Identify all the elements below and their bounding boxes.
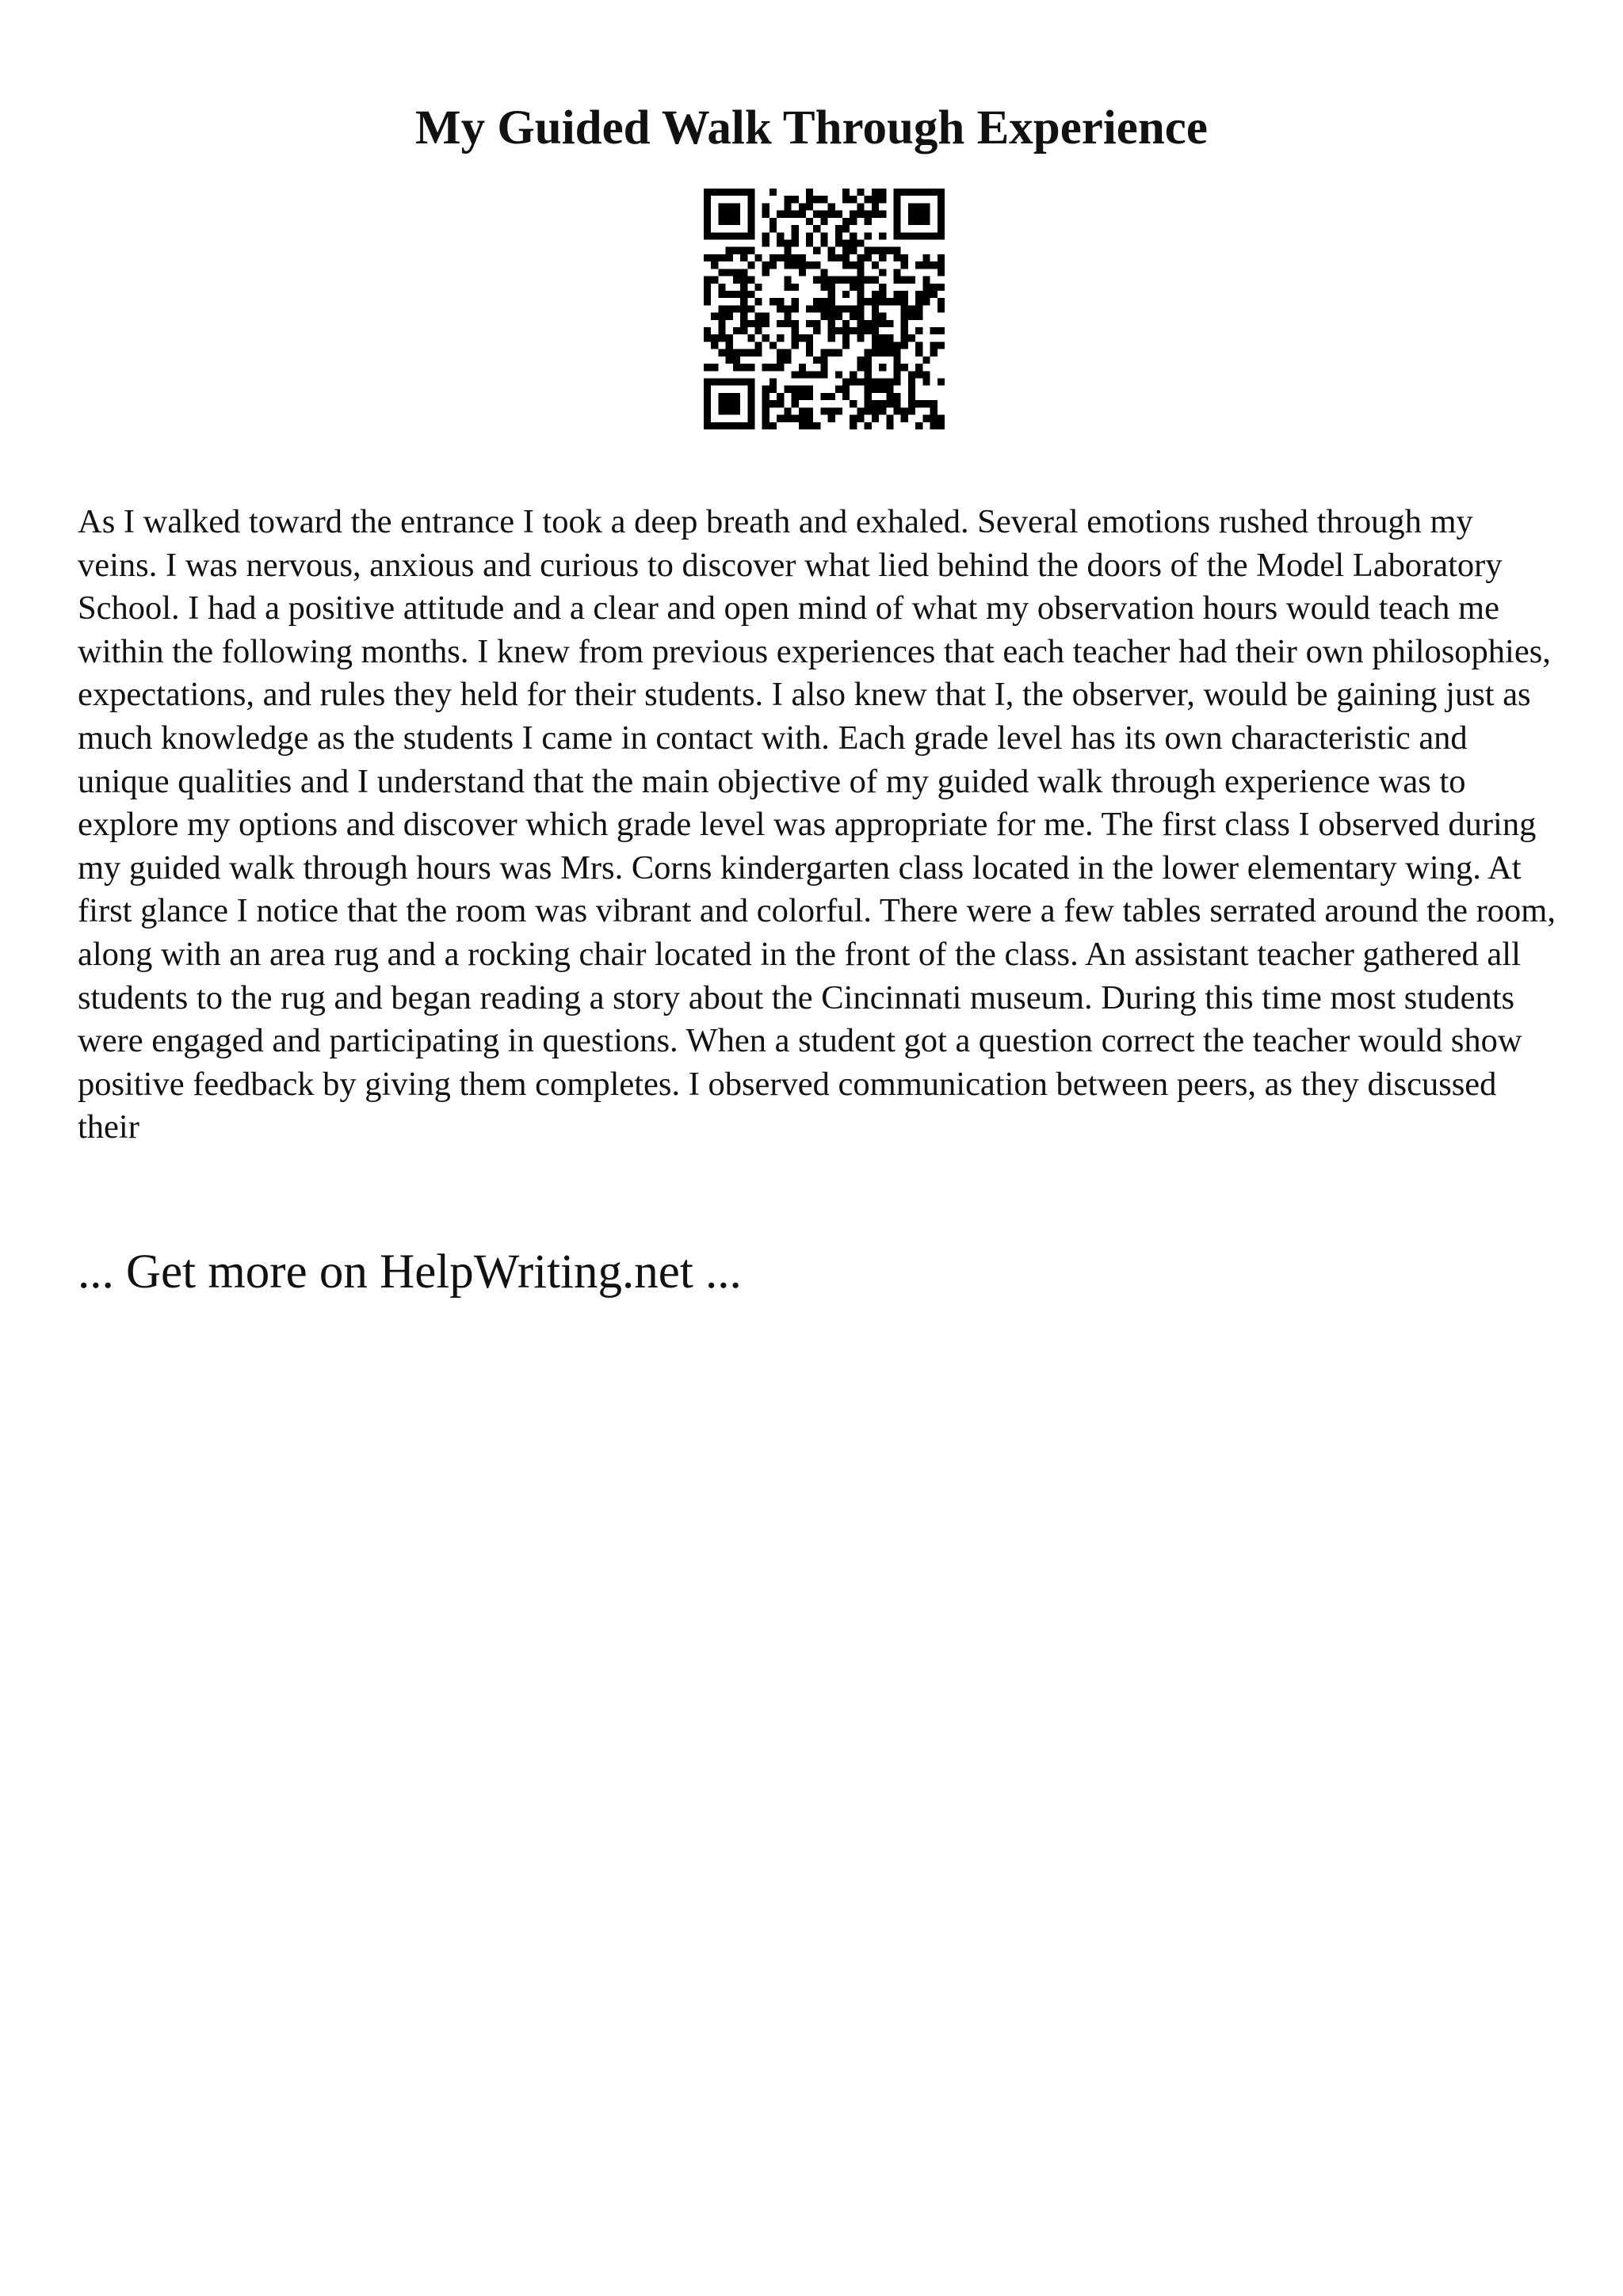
- document-title: My Guided Walk Through Experience: [415, 101, 1208, 154]
- get-more-link[interactable]: ... Get more on HelpWriting.net ...: [78, 1245, 742, 1299]
- essay-excerpt: As I walked toward the entrance I took a deep breath and exhaled. Several emotions rushed through my veins. I was nervous, anxious and curious to discover what lied behind the doors of the Model Laboratory School. I had a positive attitude and a clear and open mind of what my observation hours would teach me within the following months. I knew from previous experiences that each teacher had their own philosophies, expectations, and rules they held for their students. I also knew that I, the observer, would be gaining just as much knowledge as the students I came in contact with. Each grade level has its own characteristic and unique qualities and I understand that the main objective of my guided walk through experience was to explore my options and discover which grade level was appropriate for me. The first class I observed during my guided walk through hours was Mrs. Corns kindergarten class located in the lower elementary wing. At first glance I notice that the room was vibrant and colorful. There were a few tables serrated around the room, along with an area rug and a rocking chair located in the front of the class. An assistant teacher gathered all students to the rug and began reading a story about the Cincinnati museum. During this time most students were engaged and participating in questions. When a student got a question correct the teacher would show positive feedback by giving them completes. I observed communication between peers, as they discussed their: [78, 503, 1556, 1146]
- qr-code-icon[interactable]: [704, 189, 945, 429]
